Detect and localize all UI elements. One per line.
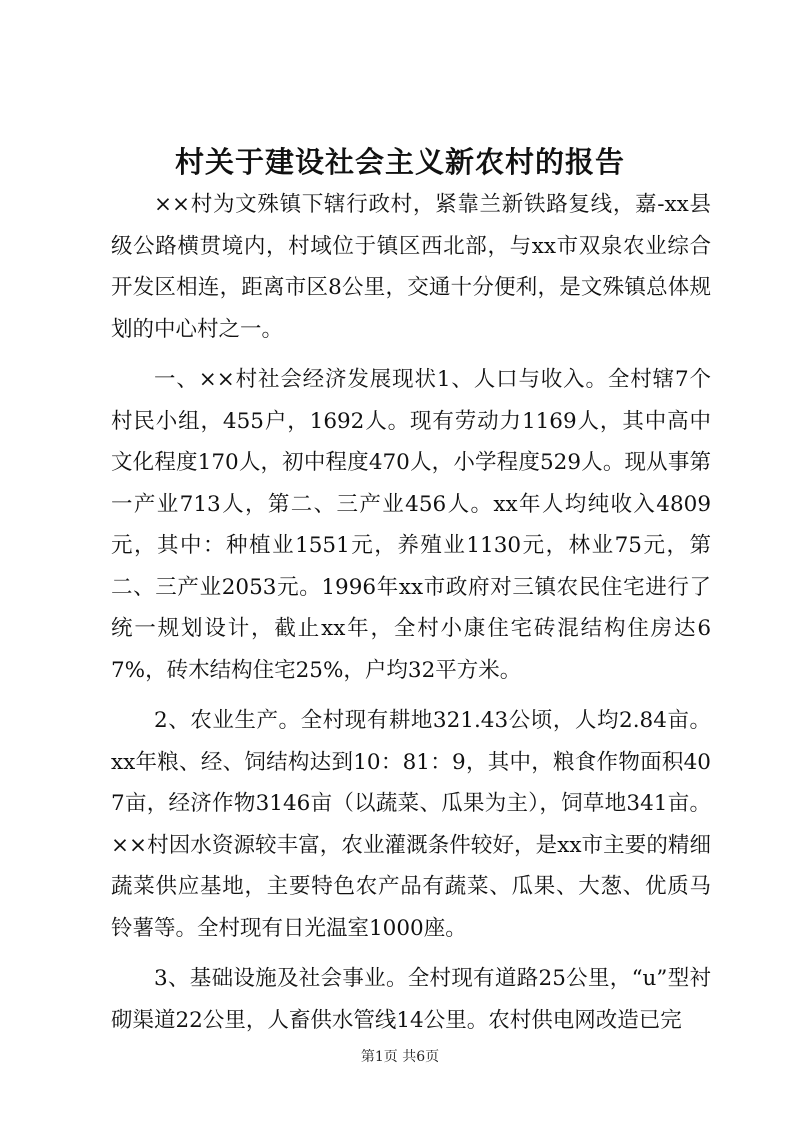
paragraph-agriculture: 2、农业生产。全村现有耕地321.43公顷，人均2.84亩。xx年粮、经、饲结构达到10：81：9，其中，粮食作物面积407亩，经济作物3146亩（以蔬菜、瓜果为主），饲草地341亩。××村因水资源较丰富，农业灌溉条件较好，是xx市主要的精细蔬菜供应基地，主要特色农产品有蔬菜、瓜果、大葱、优质马铃薯等。全村现有日光温室1000座。 xyxy=(111,708,711,941)
paragraph-intro: ××村为文殊镇下辖行政村，紧靠兰新铁路复线，嘉-xx县级公路横贯境内，村域位于镇区西北部，与xx市双泉农业综合开发区相连，距离市区8公里，交通十分便利，是文殊镇总体规划的中心村之一。 xyxy=(111,192,711,342)
document-title: 村关于建设社会主义新农村的报告 xyxy=(174,145,625,179)
page-number-footer: 第1页 共6页 xyxy=(360,1049,440,1065)
paragraph-infrastructure: 3、基础设施及社会事业。全村现有道路25公里，“u”型衬砌渠道22公里，人畜供水管线14公里。农村供电网改造已完 xyxy=(111,966,711,1033)
document-body xyxy=(111,184,711,1050)
paragraph-population-income: 一、××村社会经济发展现状1、人口与收入。全村辖7个村民小组，455户，1692人。现有劳动力1169人，其中高中文化程度170人，初中程度470人，小学程度529人。现从事第一产业713人，第二、三产业456人。xx年人均纯收入4809元，其中：种植业1551元，养殖业1130元，林业75元，第二、三产业2053元。1996年xx市政府对三镇农民住宅进行了统一规划设计，截止xx年，全村小康住宅砖混结构住房达67%，砖木结构住宅25%，户均32平方米。 xyxy=(111,367,711,683)
